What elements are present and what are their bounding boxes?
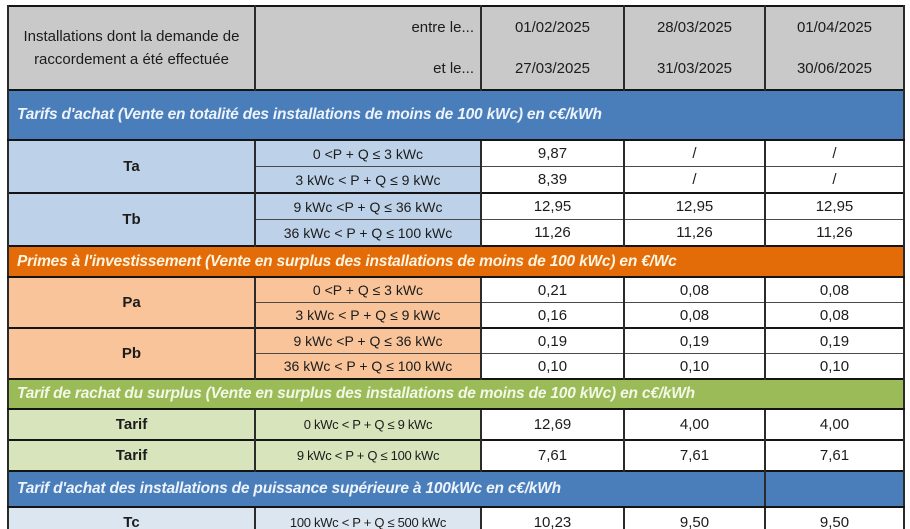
range-cell: 9 kWc <P + Q ≤ 36 kWc [255,193,481,220]
table-row [8,440,904,471]
value-cell: 8,39 [481,167,624,194]
value-cell: 0,08 [765,303,904,329]
value-cell: 12,95 [624,193,765,220]
value-cell: 7,61 [624,440,765,471]
et-le-label: et le... [433,60,474,77]
table-row [8,328,904,354]
value-cell: 0,16 [481,303,624,329]
group-label-ta: Ta [8,140,255,193]
table-row [8,409,904,440]
section-title-sup100: Tarif d'achat des installations de puissance supérieure à 100kWc en c€/kWh [8,471,765,507]
value-cell: 0,21 [481,277,624,303]
section-surplus-header [8,379,904,409]
period-1-from: 01/02/2025 [514,19,591,36]
row-label-tc: Tc [8,507,255,529]
value-cell: 7,61 [481,440,624,471]
value-cell: 4,00 [765,409,904,440]
section-title-tarifs-achat: Tarifs d'achat (Vente en totalité des installations de moins de 100 kWc) en c€/kWh [8,90,904,140]
value-cell: 11,26 [624,220,765,247]
value-cell: 0,08 [624,303,765,329]
table-row [8,277,904,303]
value-cell: 0,10 [624,354,765,380]
value-cell: 11,26 [765,220,904,247]
period-3-from: 01/04/2025 [796,19,873,36]
value-cell: 0,08 [624,277,765,303]
value-cell: / [765,140,904,167]
row-label-tarif-1: Tarif [8,409,255,440]
group-label-tb: Tb [8,193,255,246]
period-2-to: 31/03/2025 [656,60,733,77]
header-corner-cell: Installations dont la demande de raccordement a été effectuée [8,6,255,90]
table-row [8,140,904,167]
value-cell: 12,95 [481,193,624,220]
row-label-tarif-2: Tarif [8,440,255,471]
section-sup100-empty-cell [765,471,904,507]
tariff-table [7,5,905,529]
range-cell: 0 kWc < P + Q ≤ 9 kWc [255,409,481,440]
section-title-primes: Primes à l'investissement (Vente en surplus des installations de moins de 100 kWc) en €/Wc [8,246,904,277]
value-cell: 0,08 [765,277,904,303]
section-sup100-header [8,471,904,507]
table-row [8,507,904,529]
group-label-pa: Pa [8,277,255,328]
value-cell: 4,00 [624,409,765,440]
value-cell: 11,26 [481,220,624,247]
value-cell: 12,95 [765,193,904,220]
value-cell: 7,61 [765,440,904,471]
group-label-pb: Pb [8,328,255,379]
range-cell: 36 kWc < P + Q ≤ 100 kWc [255,354,481,380]
table-row [8,193,904,220]
value-cell: 0,19 [481,328,624,354]
range-cell: 0 <P + Q ≤ 3 kWc [255,277,481,303]
period-3-to: 30/06/2025 [796,60,873,77]
value-cell: 0,10 [481,354,624,380]
section-tarifs-achat-header [8,90,904,140]
value-cell: 0,19 [765,328,904,354]
value-cell: / [624,140,765,167]
table-header-row [8,6,904,90]
period-1-to: 27/03/2025 [514,60,591,77]
range-cell: 9 kWc <P + Q ≤ 36 kWc [255,328,481,354]
section-primes-header [8,246,904,277]
value-cell: 0,10 [765,354,904,380]
section-title-surplus: Tarif de rachat du surplus (Vente en surplus des installations de moins de 100 kWc) en c€/kWh [8,379,904,409]
range-cell: 0 <P + Q ≤ 3 kWc [255,140,481,167]
header-period-2 [624,6,765,90]
value-cell: 10,23 [481,507,624,529]
value-cell: / [765,167,904,194]
period-2-from: 28/03/2025 [656,19,733,36]
value-cell: 9,50 [624,507,765,529]
range-cell: 3 kWc < P + Q ≤ 9 kWc [255,303,481,329]
range-cell: 9 kWc < P + Q ≤ 100 kWc [255,440,481,471]
value-cell: 0,19 [624,328,765,354]
value-cell: 12,69 [481,409,624,440]
header-between-cell [255,6,481,90]
between-le-label: entre le... [411,19,474,36]
range-cell: 100 kWc < P + Q ≤ 500 kWc [255,507,481,529]
range-cell: 36 kWc < P + Q ≤ 100 kWc [255,220,481,247]
header-period-3 [765,6,904,90]
header-period-1 [481,6,624,90]
value-cell: 9,50 [765,507,904,529]
value-cell: 9,87 [481,140,624,167]
range-cell: 3 kWc < P + Q ≤ 9 kWc [255,167,481,194]
value-cell: / [624,167,765,194]
